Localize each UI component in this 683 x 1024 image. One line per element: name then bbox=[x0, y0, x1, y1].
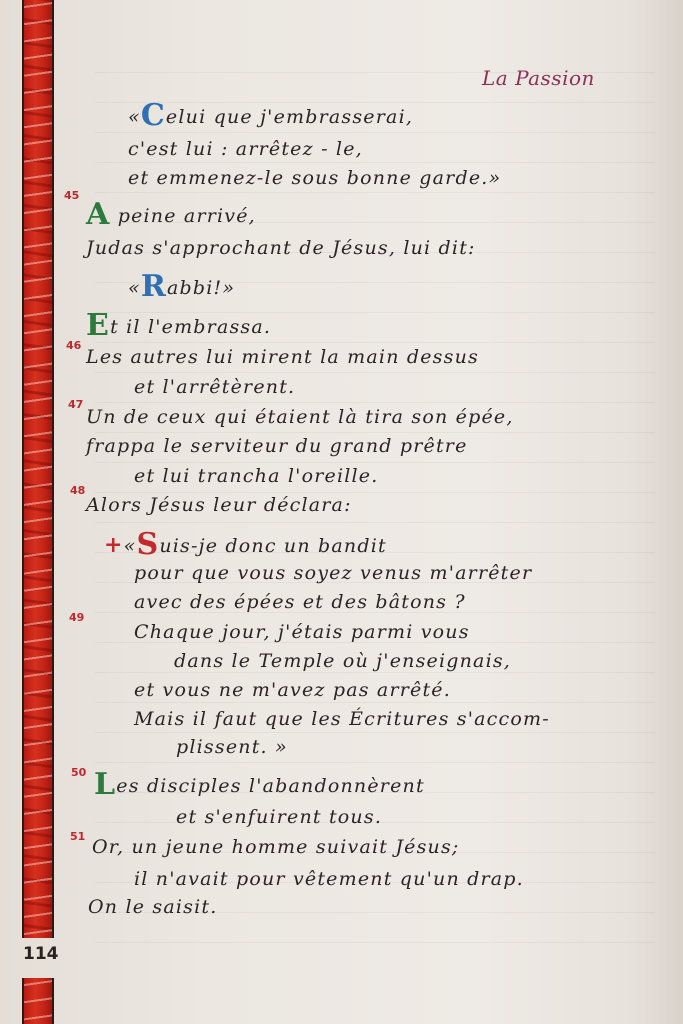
verse-number: 48 bbox=[70, 484, 86, 497]
cross-icon: + bbox=[104, 532, 124, 558]
text-line: Un de ceux qui étaient là tira son épée, bbox=[86, 406, 514, 428]
text-line: Chaque jour, j'étais parmi vous bbox=[134, 621, 470, 643]
text-line: c'est lui : arrêtez - le, bbox=[128, 138, 363, 160]
verse-number: 45 bbox=[64, 189, 80, 202]
text-line: et lui trancha l'oreille. bbox=[134, 465, 379, 487]
text-line: et vous ne m'avez pas arrêté. bbox=[134, 679, 451, 701]
drop-cap: L bbox=[94, 767, 117, 802]
text-line: et s'enfuirent tous. bbox=[176, 806, 383, 828]
text-line: avec des épées et des bâtons ? bbox=[134, 591, 466, 613]
text-line: dans le Temple où j'enseignais, bbox=[174, 650, 512, 672]
text-line: pour que vous soyez venus m'arrêter bbox=[134, 562, 533, 584]
text-line: il n'avait pour vêtement qu'un drap. bbox=[134, 868, 524, 890]
text-line: Or, un jeune homme suivait Jésus; bbox=[92, 836, 460, 858]
text-line: «Rabbi!» bbox=[128, 269, 236, 304]
text-line: Et il l'embrassa. bbox=[86, 308, 272, 343]
text-line: Mais il faut que les Écritures s'accom- bbox=[134, 708, 550, 730]
text-line: plissent. » bbox=[176, 736, 288, 758]
text-line: On le saisit. bbox=[88, 896, 218, 918]
text-line: Les disciples l'abandonnèrent bbox=[94, 767, 425, 802]
text-line: A peine arrivé, bbox=[86, 197, 256, 232]
text-line: Alors Jésus leur déclara: bbox=[86, 494, 352, 516]
text-line: Les autres lui mirent la main dessus bbox=[86, 346, 479, 368]
decorative-border-lower bbox=[22, 978, 54, 1024]
drop-cap: R bbox=[140, 269, 167, 304]
text-line: «Celui que j'embrasserai, bbox=[128, 98, 414, 133]
drop-cap: A bbox=[86, 197, 111, 232]
verse-number: 47 bbox=[68, 398, 84, 411]
text-line: frappa le serviteur du grand prêtre bbox=[86, 435, 468, 457]
running-header: La Passion bbox=[482, 66, 595, 90]
verse-number: 51 bbox=[70, 830, 86, 843]
text-line: et emmenez-le sous bonne garde.» bbox=[128, 167, 502, 189]
drop-cap: E bbox=[86, 308, 111, 343]
decorative-border bbox=[22, 0, 54, 938]
verse-number: 50 bbox=[71, 766, 87, 779]
text-line: et l'arrêtèrent. bbox=[134, 376, 296, 398]
text-line: +«Suis-je donc un bandit bbox=[104, 527, 387, 562]
verse-number: 49 bbox=[69, 611, 85, 624]
page-number: 114 bbox=[23, 944, 59, 964]
text-line: Judas s'approchant de Jésus, lui dit: bbox=[86, 237, 476, 259]
verse-number: 46 bbox=[66, 339, 82, 352]
drop-cap: S bbox=[136, 527, 160, 562]
drop-cap: C bbox=[140, 98, 166, 133]
